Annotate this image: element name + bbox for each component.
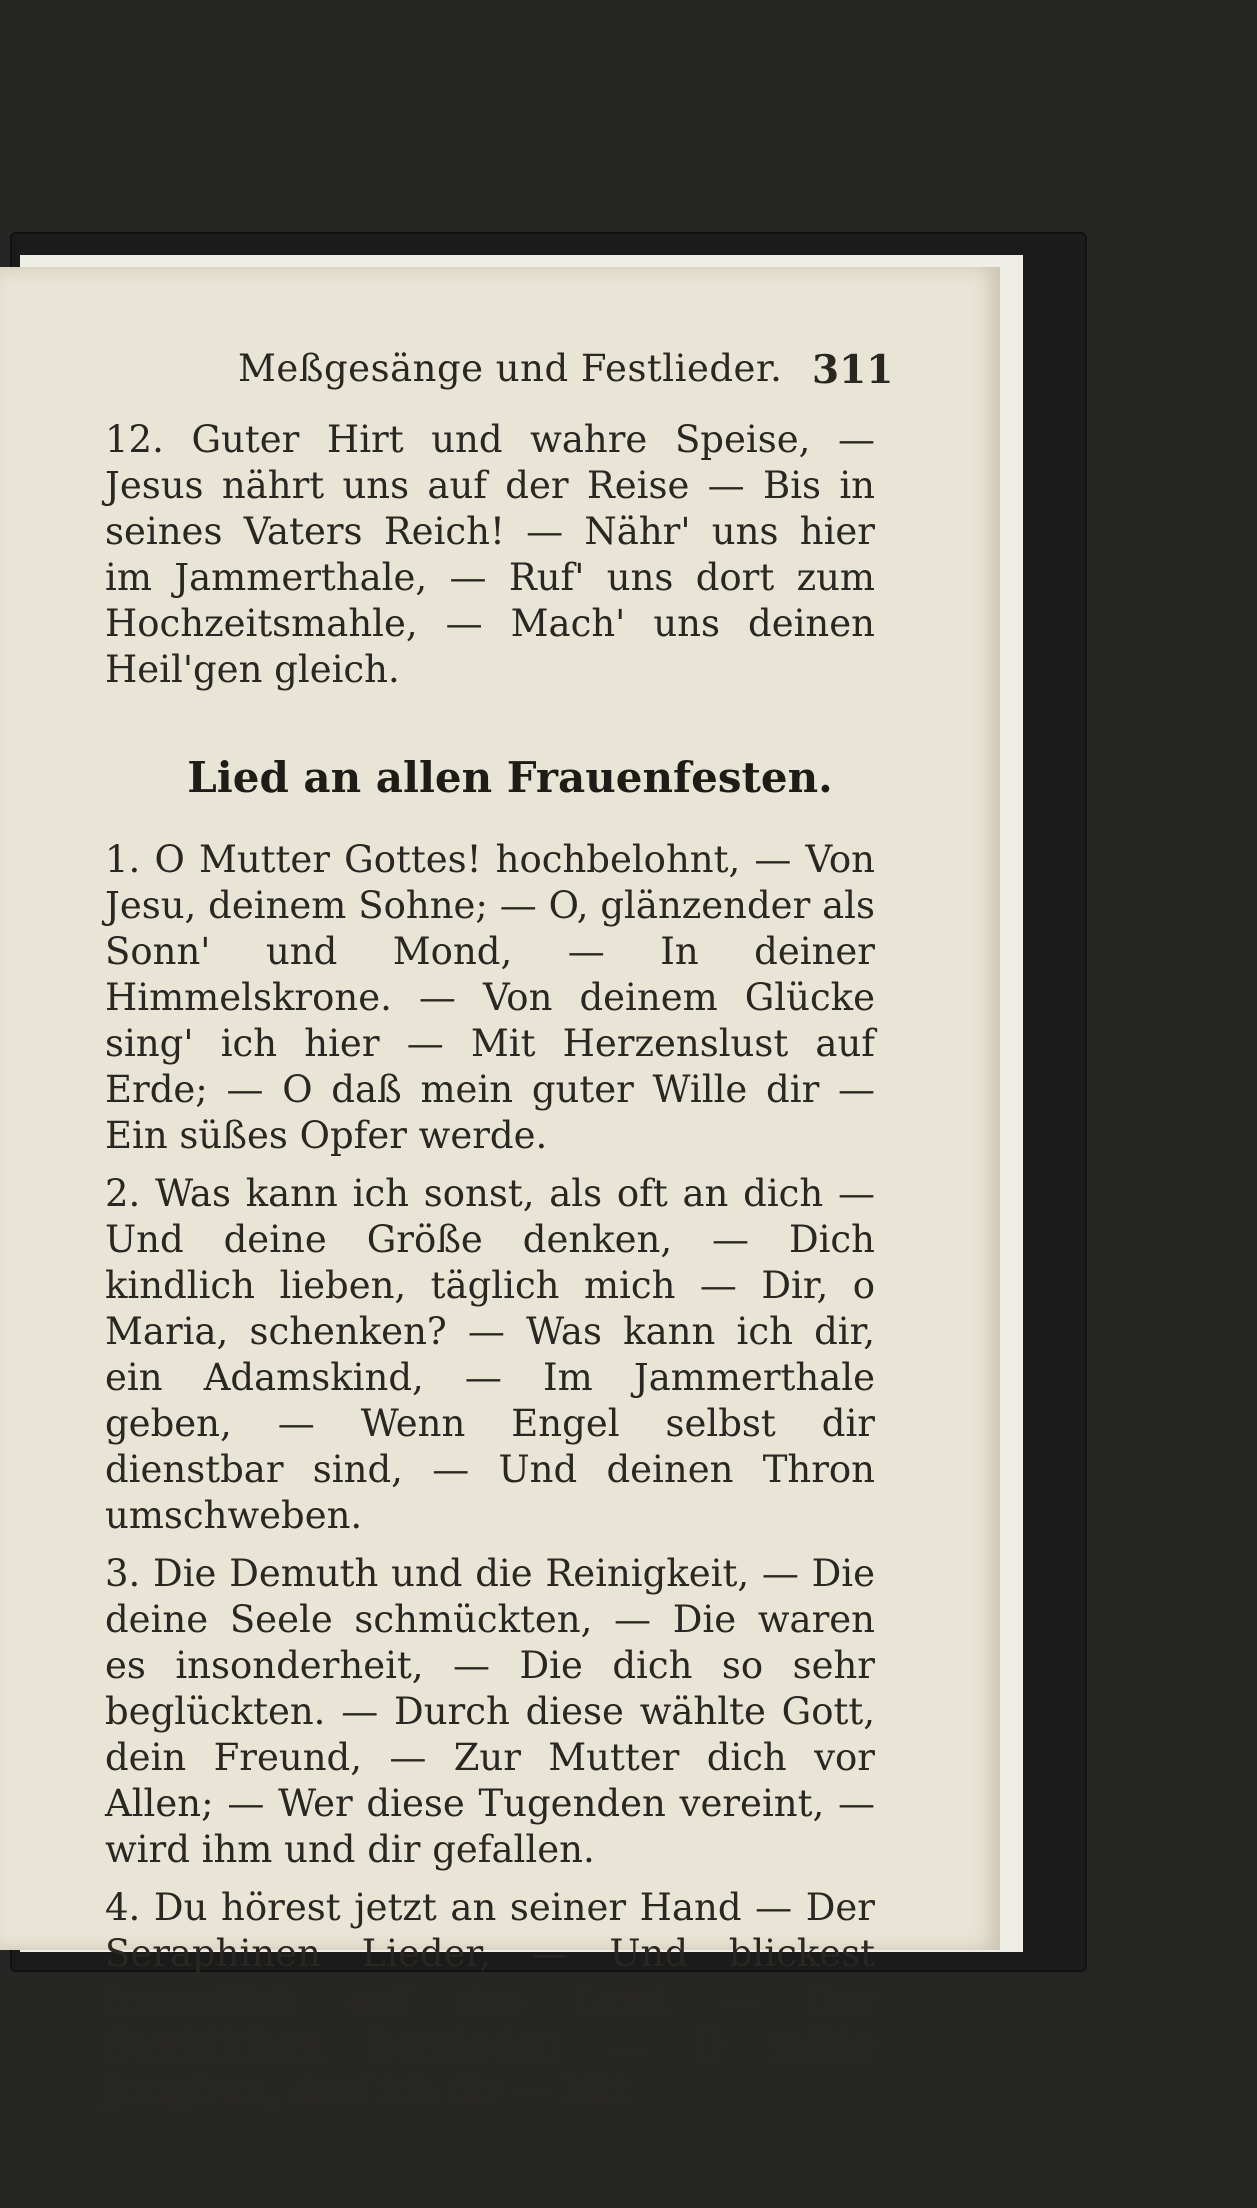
stanza: 4. Du hörest jetzt an seiner Hand — Der Seraphinen Lieder, — Und blickest freundlich auf das Land — Der Sterblichen hernieder. — O milde Jungfrau, darf ich dir — Mit — [105, 1886, 875, 2113]
stanza-12: 12. Guter Hirt und wahre Speise, — Jesus nährt uns auf der Reise — Bis in seines Vaters Reich! — Nähr' uns hier im Jammerthale, — Ruf' uns dort zum Hochzeitsmahle, — Mach' uns deinen Heil'gen gleich. — [105, 418, 875, 691]
song-title: Lied an allen Frauenfesten. — [187, 753, 833, 802]
stanza: 2. Was kann ich sonst, als oft an dich — Und deine Größe denken, — Dich kindlich lieben, täglich mich — Dir, o Maria, schenken? — Was kann ich dir, ein Adamskind, — Im Jammerthale geben, — Wenn Engel selbst dir dienstbar sind, — Und deinen Thron umschweben. — [105, 1172, 875, 1537]
page-header — [0, 347, 1000, 407]
running-title: Meßgesänge und Festlieder. — [238, 347, 783, 390]
book-page — [0, 267, 1000, 2113]
stanza: 1. O Mutter Gottes! hochbelohnt, — Von Jesu, deinem Sohne; — O, glänzender als Sonn' und Mond, — In deiner Himmelskrone. — Von deinem Glücke sing' ich hier — Mit Herzenslust auf Erde; — O daß mein guter Wille dir — Ein süßes Opfer werde. — [105, 838, 875, 1157]
stanza: 3. Die Demuth und die Reinigkeit, — Die deine Seele schmückten, — Die waren es insonderheit, — Die dich so sehr beglückten. — Durch diese wählte Gott, dein Freund, — Zur Mutter dich vor Allen; — Wer diese Tugenden vereint, — wird ihm und dir gefallen. — [105, 1552, 875, 1871]
page-number: 311 — [812, 347, 894, 393]
page-body — [105, 417, 875, 2127]
